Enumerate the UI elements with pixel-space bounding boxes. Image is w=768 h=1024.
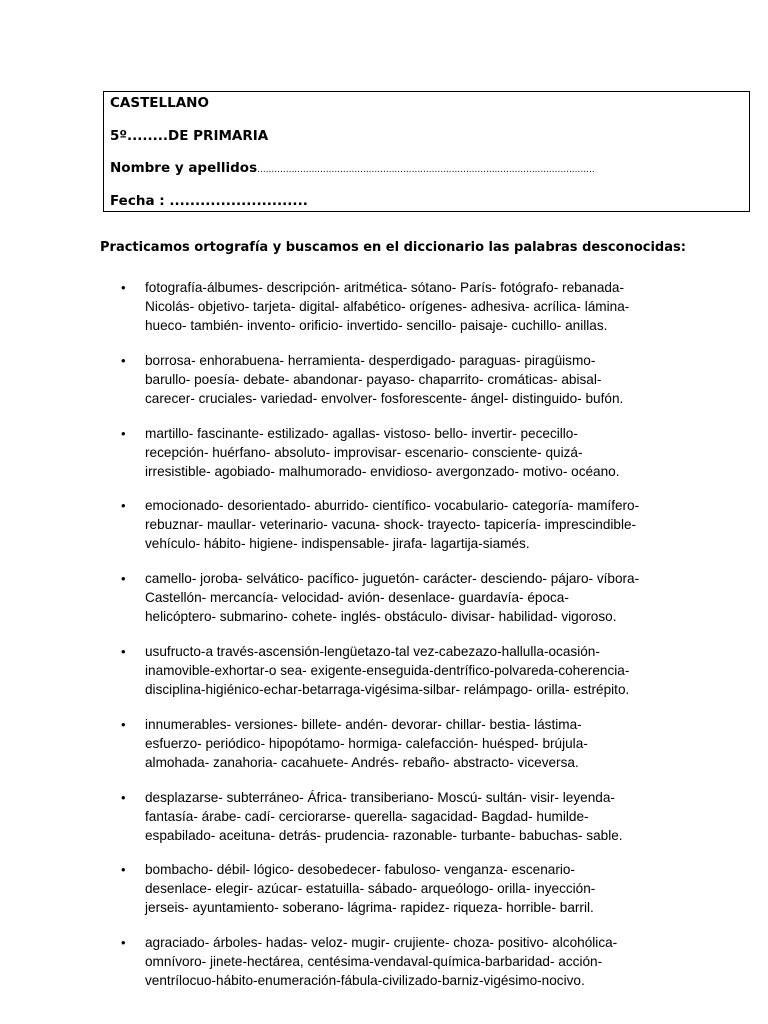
bullet-icon: • <box>121 644 126 659</box>
word-line: usufructo-a través-ascensión-lengüetazo-tal vez-cabezazo-hallulla-ocasión- <box>145 644 600 659</box>
word-line: bombacho- débil- lógico- desobedecer- fabuloso- venganza- escenario- <box>145 862 575 878</box>
word-line: carecer- cruciales- variedad- envolver- fosforescente- ángel- distinguido- bufón. <box>145 390 624 406</box>
word-group-text <box>145 496 639 553</box>
word-line: desplazarse- subterráneo- África- transiberiano- Moscú- sultán- visir- leyenda- <box>145 789 615 805</box>
word-group-text <box>145 642 629 699</box>
bullet-icon: • <box>121 352 126 368</box>
word-line: helicóptero- submarino- cohete- inglés- obstáculo- divisar- habilidad- vigoroso. <box>145 609 617 625</box>
word-group-text <box>145 860 595 917</box>
word-group-text <box>145 933 617 990</box>
word-line: recepción- huérfano- absoluto- improvisar- escenario- consciente- quizá- <box>145 444 583 460</box>
word-line: barullo- poesía- debate- abandonar- payaso- chaparrito- cromáticas- abisal- <box>145 371 602 387</box>
word-line: disciplina-higiénico-echar-betarraga-vigésima-silbar- relámpago- orilla- estrépito. <box>145 682 630 697</box>
name-line <box>110 160 595 176</box>
bullet-icon: • <box>121 571 126 587</box>
word-line: almohada- zanahoria- cacahuete- Andrés- rebaño- abstracto- viceversa. <box>145 754 579 770</box>
word-line: martillo- fascinante- estilizado- agallas- vistoso- bello- invertir- pececillo- <box>145 425 578 441</box>
word-line: rebuznar- maullar- veterinario- vacuna- shock- trayecto- tapicería- imprescindible- <box>145 517 637 533</box>
instruction-heading: Practicamos ortografía y buscamos en el diccionario las palabras desconocidas: <box>100 240 686 255</box>
bullet-icon: • <box>121 862 126 878</box>
word-line: innumerables- versiones- billete- andén- devorar- chillar- bestia- lástima- <box>145 716 582 732</box>
name-fill-field[interactable]: ...................................................................................................................... <box>257 165 595 175</box>
bullet-icon: • <box>121 789 126 805</box>
word-group-text <box>145 788 623 845</box>
word-line: Nicolás- objetivo- tarjeta- digital- alfabético- orígenes- adhesiva- acrílica- lámina- <box>145 299 630 314</box>
word-line: fotografía-álbumes- descripción- aritmética- sótano- París- fotógrafo- rebanada- <box>145 280 625 295</box>
word-line: hueco- también- invento- orificio- invertido- sencillo- paisaje- cuchillo- anillas. <box>145 318 608 333</box>
grade-label: 5º........DE PRIMARIA <box>110 128 269 144</box>
word-group-text <box>145 715 588 772</box>
bullet-icon: • <box>121 280 126 295</box>
word-line: emocionado- desorientado- aburrido- científico- vocabulario- categoría- mamífero- <box>145 498 640 514</box>
grade-line <box>110 128 268 144</box>
word-group-text <box>145 351 623 408</box>
word-line: espabilado- aceituna- detrás- prudencia- razonable- turbante- babuchas- sable. <box>145 827 623 843</box>
word-line: desenlace- elegir- azúcar- estatuilla- sábado- arqueólogo- orilla- inyección- <box>145 881 596 897</box>
word-line: omnívoro- jinete-hectárea, centésima-vendaval-química-barbaridad- acción- <box>145 954 603 970</box>
name-label: Nombre y apellidos <box>110 160 258 176</box>
date-line <box>110 193 308 209</box>
word-line: ventrílocuo-hábito-enumeración-fábula-civilizado-barniz-vigésimo-nocivo. <box>145 973 585 989</box>
word-line: Castellón- mercancía- velocidad- avión- desenlace- guardavía- época- <box>145 590 569 606</box>
word-line: borrosa- enhorabuena- herramienta- desperdigado- paraguas- piragüismo- <box>145 352 596 368</box>
subject-label: CASTELLANO <box>110 95 209 111</box>
word-group-text <box>145 278 629 335</box>
word-line: irresistible- agobiado- malhumorado- envidioso- avergonzado- motivo- océano. <box>145 463 620 479</box>
word-line: inamovible-exhortar-o sea- exigente-enseguida-dentrífico-polvareda-coherencia- <box>145 663 630 678</box>
word-group-text <box>145 424 620 481</box>
bullet-icon: • <box>121 498 126 514</box>
word-line: esfuerzo- periódico- hipopótamo- hormiga- calefacción- huésped- brújula- <box>145 735 588 751</box>
bullet-icon: • <box>121 935 126 951</box>
date-fill-field[interactable]: Fecha : ........................... <box>110 193 308 209</box>
bullet-icon: • <box>121 425 126 441</box>
word-line: vehículo- hábito- higiene- indispensable- jirafa- lagartija-siamés. <box>145 536 530 552</box>
word-line: jerseis- ayuntamiento- soberano- lágrima- rapidez- riqueza- horrible- barril. <box>145 900 594 916</box>
word-group-text <box>145 569 639 626</box>
word-line: camello- joroba- selvático- pacífico- juguetón- carácter- desciendo- pájaro- víbora- <box>145 571 640 587</box>
word-line: fantasía- árabe- cadí- cerciorarse- querella- sagacidad- Bagdad- humilde- <box>145 808 589 824</box>
bullet-icon: • <box>121 716 126 732</box>
subject-title <box>110 95 209 111</box>
student-info-box <box>103 91 750 212</box>
word-line: agraciado- árboles- hadas- veloz- mugir- crujiente- choza- positivo- alcohólica- <box>145 935 618 951</box>
